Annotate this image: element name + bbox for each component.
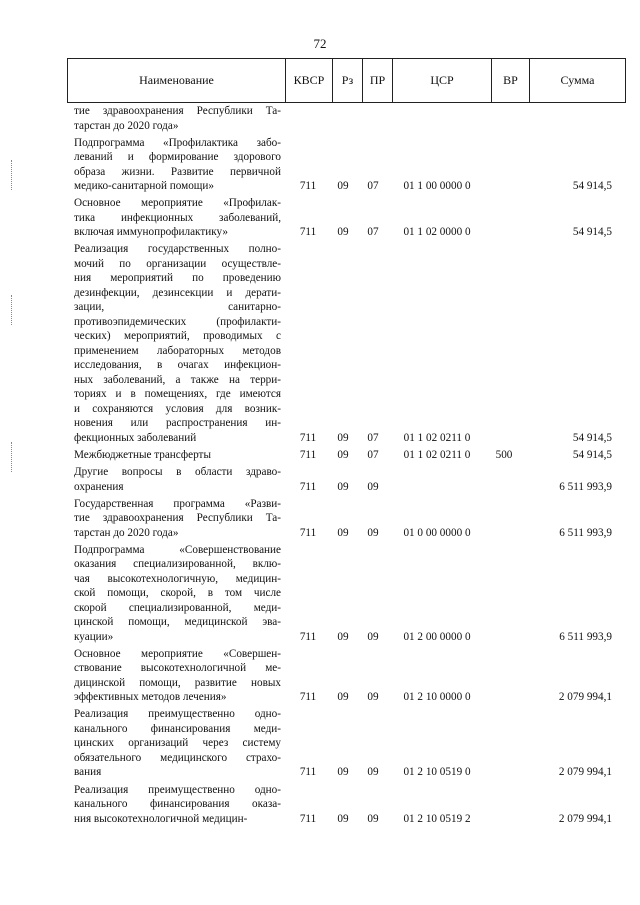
row-name-line: Реализация государственных полно- [74, 243, 281, 256]
row-rz: 09 [337, 526, 349, 539]
row-name-line: тика инфекционных заболеваний, [74, 211, 281, 224]
row-name-line: и сохраняются условия для возник- [74, 402, 281, 415]
row-name-line: включая иммунопрофилактику» [74, 226, 228, 239]
row-csr: 01 2 10 0519 2 [403, 812, 471, 825]
row-name-line: фекционных заболеваний [74, 431, 197, 444]
row-name [74, 104, 281, 133]
row-rz: 09 [337, 480, 349, 493]
row-pr: 07 [367, 180, 379, 193]
row-pr: 09 [367, 480, 379, 493]
row-name-line: противоэпидемических (профилакти- [74, 315, 281, 328]
table-row [0, 465, 640, 494]
row-pr: 09 [367, 812, 379, 825]
row-pr: 07 [367, 226, 379, 239]
row-csr: 01 1 02 0211 0 [403, 431, 471, 444]
row-name [74, 647, 281, 705]
row-kvsr: 711 [299, 226, 317, 239]
row-name-line: медико-санитарной помощи» [74, 180, 214, 193]
row-kvsr: 711 [299, 630, 317, 643]
row-name-line: охранения [74, 480, 124, 493]
row-kvsr: 711 [299, 526, 317, 539]
row-name [74, 783, 281, 827]
row-name [74, 448, 281, 463]
row-name-line: эффективных методов лечения» [74, 691, 227, 704]
row-name [74, 136, 281, 194]
row-name-line: канального финансирования меди- [74, 722, 281, 735]
row-kvsr: 711 [299, 448, 317, 461]
row-rz: 09 [337, 812, 349, 825]
row-rz: 09 [337, 226, 349, 239]
header-kvsr: КВСР [285, 59, 332, 102]
row-sum: 6 511 993,9 [559, 526, 612, 539]
row-name-line: ствование высокотехнологичной ме- [74, 662, 281, 675]
row-name-line: ческих) мероприятий, проводимых с [74, 330, 281, 343]
row-rz: 09 [337, 691, 349, 704]
row-rz: 09 [337, 766, 349, 779]
table-row [0, 783, 640, 827]
header-name: Наименование [139, 73, 214, 87]
table-row [0, 136, 640, 194]
row-csr: 01 1 02 0211 0 [403, 448, 471, 461]
row-name-line: тарстан до 2020 года» [74, 526, 179, 539]
row-name-line: леваний и формирование здорового [74, 151, 281, 164]
row-name-line: ториях и в помещениях, где имеются [74, 388, 281, 401]
row-rz: 09 [337, 180, 349, 193]
row-name-line: цинской помощи, медицинской эва- [74, 616, 281, 629]
row-kvsr: 711 [299, 691, 317, 704]
row-sum: 2 079 994,1 [558, 766, 612, 779]
row-rz: 09 [337, 630, 349, 643]
row-name-line: мочий по организации осуществле- [74, 257, 281, 270]
row-name-line: Межбюджетные трансферты [74, 448, 211, 461]
page-number: 72 [313, 36, 327, 51]
row-name [74, 465, 281, 494]
row-sum: 54 914,5 [572, 431, 612, 444]
row-csr: 01 2 00 0000 0 [403, 630, 471, 643]
header-sum: Сумма [529, 59, 625, 102]
row-csr: 01 1 00 0000 0 [403, 180, 471, 193]
table-row [0, 707, 640, 780]
row-csr: 01 2 10 0000 0 [403, 691, 471, 704]
row-sum: 2 079 994,1 [558, 691, 612, 704]
row-rz: 09 [337, 448, 349, 461]
table-row [0, 543, 640, 645]
row-sum: 54 914,5 [572, 448, 612, 461]
row-kvsr: 711 [299, 180, 317, 193]
row-name-line: тие здравоохранения Республики Та- [74, 105, 281, 117]
row-name-line: исследования, в очагах инфекцион- [74, 359, 281, 372]
header-pr: ПР [362, 59, 392, 102]
row-sum: 2 079 994,1 [558, 812, 612, 825]
row-csr: 01 0 00 0000 0 [403, 526, 471, 539]
row-name-line: Основное мероприятие «Профилак- [74, 197, 281, 210]
row-name-line: Подпрограмма «Совершенствование [74, 543, 281, 556]
header-csr: ЦСР [392, 59, 491, 102]
row-kvsr: 711 [299, 431, 317, 444]
row-name [74, 242, 281, 445]
row-name-line: дицинской помощи, развитие новых [74, 676, 281, 689]
row-name [74, 707, 281, 780]
table-row [0, 242, 640, 445]
row-name-line: ния мероприятий по проведению [74, 272, 281, 285]
row-csr: 01 2 10 0519 0 [403, 766, 471, 779]
row-name-line: Основное мероприятие «Совершен- [74, 647, 281, 660]
row-kvsr: 711 [299, 480, 317, 493]
row-name [74, 497, 281, 541]
row-name-line: Другие вопросы в области здраво- [74, 466, 281, 478]
row-name-line: Реализация преимущественно одно- [74, 708, 281, 721]
row-pr: 07 [367, 448, 379, 461]
row-sum: 6 511 993,9 [559, 480, 612, 493]
row-sum: 6 511 993,9 [559, 630, 612, 643]
row-name [74, 543, 281, 645]
row-name-line: обязательного медицинского страхо- [74, 751, 281, 764]
table-row [0, 448, 640, 463]
table-row [0, 196, 640, 240]
row-rz: 09 [337, 431, 349, 444]
row-pr: 09 [367, 766, 379, 779]
row-name-line: оказания специализированной, вклю- [74, 558, 281, 571]
table-header [67, 58, 626, 103]
row-name-line: чая высокотехнологичную, медицин- [74, 572, 281, 585]
header-rz: Рз [332, 59, 362, 102]
row-name-line: зации, санитарно- [74, 301, 281, 314]
row-name-line: ния высокотехнологичной медицин- [74, 812, 248, 825]
row-pr: 09 [367, 630, 379, 643]
row-name-line: Подпрограмма «Профилактика забо- [74, 136, 281, 149]
row-name-line: вания [74, 766, 102, 779]
row-name-line: скорой специализированной, меди- [74, 601, 281, 614]
table-row [0, 497, 640, 541]
row-name-line: применением лабораторных методов [74, 344, 281, 357]
row-name-line: куации» [74, 630, 114, 643]
row-pr: 09 [367, 691, 379, 704]
row-name-line: канального финансирования оказа- [74, 798, 281, 810]
row-name-line: дезинфекции, дезинсекции и дерати- [74, 286, 281, 299]
row-name-line: тарстан до 2020 года» [74, 119, 179, 132]
row-name-line: образа жизни. Развитие первичной [74, 165, 281, 178]
row-kvsr: 711 [299, 766, 317, 779]
row-vr: 500 [495, 448, 513, 461]
table-row [0, 104, 640, 133]
row-csr: 01 1 02 0000 0 [403, 226, 471, 239]
row-name [74, 196, 281, 240]
row-name-line: Государственная программа «Разви- [74, 497, 281, 510]
header-vr: ВР [491, 59, 529, 102]
row-name-line: новения или распространения ин- [74, 417, 281, 430]
table-row [0, 647, 640, 705]
row-sum: 54 914,5 [572, 180, 612, 193]
row-name-line: тие здравоохранения Республики Та- [74, 512, 281, 525]
row-name-line: цинских организаций через систему [74, 737, 281, 750]
row-sum: 54 914,5 [572, 226, 612, 239]
row-name-line: ных заболеваний, а также на терри- [74, 373, 281, 386]
row-pr: 09 [367, 526, 379, 539]
row-pr: 07 [367, 431, 379, 444]
row-kvsr: 711 [299, 812, 317, 825]
row-name-line: Реализация преимущественно одно- [74, 783, 281, 796]
row-name-line: ской помощи, скорой, в том числе [74, 587, 281, 600]
